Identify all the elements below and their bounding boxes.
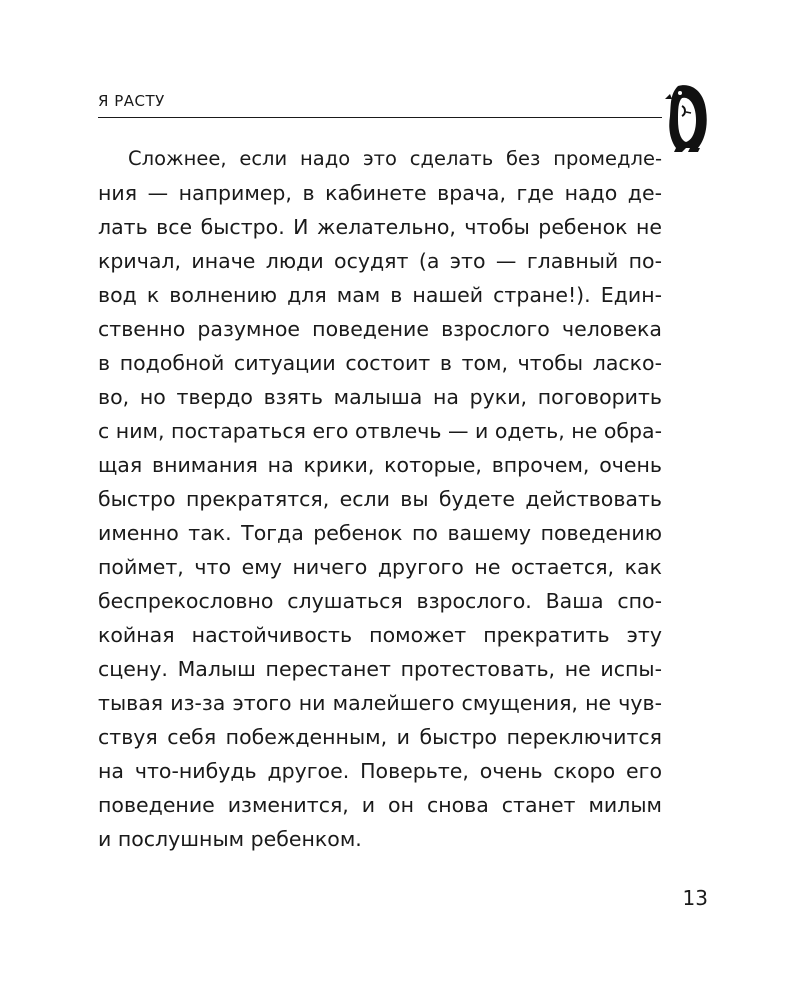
text-line: на что-нибудь другое. Поверьте, очень скоро его	[98, 759, 662, 783]
text-line: тывая из-за этого ни малейшего смущения, не чув-	[98, 691, 662, 715]
text-line: именно так. Тогда ребенок по вашему поведению	[98, 521, 662, 545]
text-line: Сложнее, если надо это сделать без промедле-	[128, 147, 662, 170]
text-line: в подобной ситуации состоит в том, чтобы ласко-	[98, 351, 662, 375]
running-head: Я РАСТУ	[98, 92, 165, 110]
text-line: ствуя себя побежденным, и быстро переключится	[98, 725, 662, 749]
text-line: вод к волнению для мам в нашей стране!). Един-	[98, 283, 662, 307]
text-line: ственно разумное поведение взрослого человека	[98, 317, 662, 341]
text-line: во, но твердо взять малыша на руки, поговорить	[98, 385, 662, 409]
text-line: ния — например, в кабинете врача, где надо де-	[98, 181, 662, 205]
text-line: койная настойчивость поможет прекратить эту	[98, 623, 662, 647]
text-line: быстро прекратятся, если вы будете действовать	[98, 487, 662, 511]
text-line: поведение изменится, и он снова станет милым	[98, 793, 662, 817]
penguin-icon	[664, 82, 712, 152]
text-line: сцену. Малыш перестанет протестовать, не испы-	[98, 657, 662, 681]
text-line: поймет, что ему ничего другого не остается, как	[98, 555, 662, 579]
header-rule	[98, 117, 662, 118]
text-line: беспрекословно слушаться взрослого. Ваша спо-	[98, 589, 662, 613]
text-line: и послушным ребенком.	[98, 827, 362, 851]
body-paragraph	[98, 142, 662, 856]
text-line: с ним, постараться его отвлечь — и одеть, не обра-	[98, 419, 662, 443]
text-line: кричал, иначе люди осудят (а это — главный по-	[98, 249, 662, 273]
text-line: щая внимания на крики, которые, впрочем, очень	[98, 453, 662, 477]
page-number: 13	[682, 886, 708, 910]
text-line: лать все быстро. И желательно, чтобы ребенок не	[98, 215, 662, 239]
